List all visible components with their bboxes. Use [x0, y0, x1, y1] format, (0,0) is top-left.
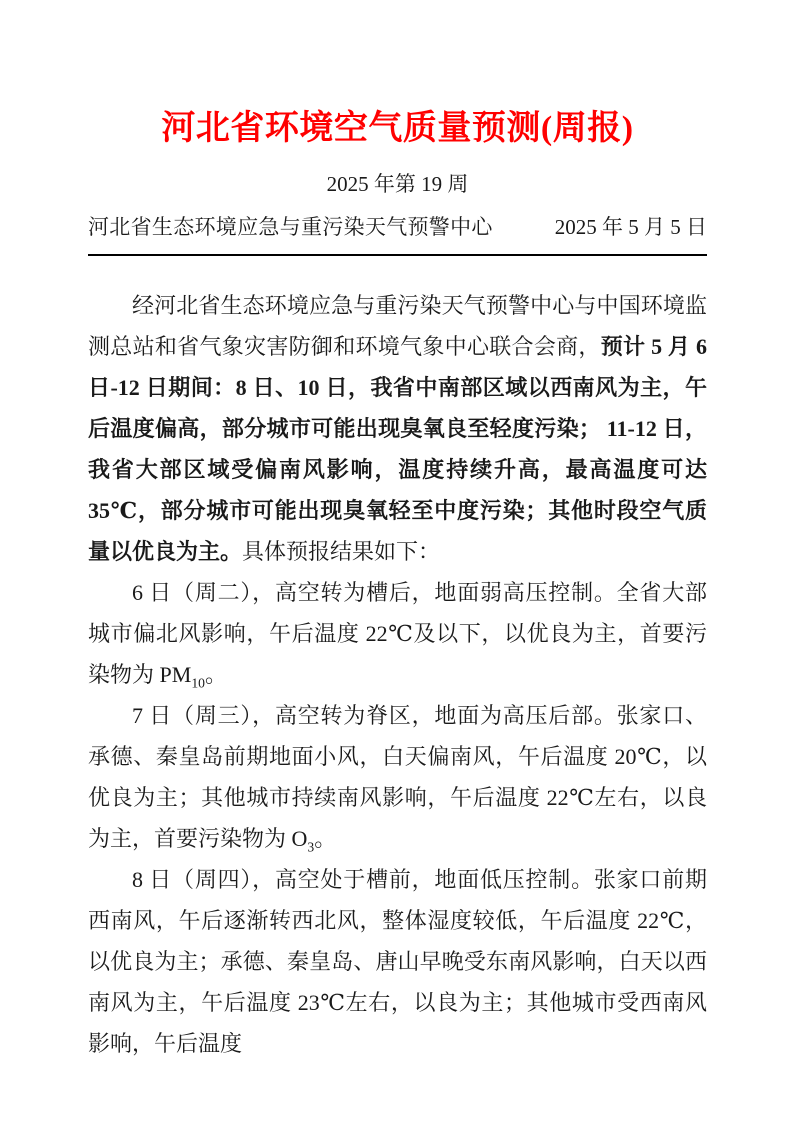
paragraph-forecast-day8	[88, 859, 707, 1064]
text-run: 。	[204, 662, 227, 687]
text-run: 具体预报结果如下：	[242, 539, 441, 564]
text-run: 6 日（周二），高空转为槽后，地面弱高压控制。全省大部城市偏北风影响，午后温度 22℃及以下，以优良为主，首要污染物为 PM	[88, 580, 707, 687]
text-run: 。	[314, 826, 337, 851]
page-title: 河北省环境空气质量预测(周报)	[161, 110, 634, 147]
text-run: 10	[191, 675, 205, 691]
text-run: 经河北省生态环境应急与重污染天气预警中心与中国环境监测总站和省气象灾害防御和环境气象中心联合会商，	[88, 293, 707, 359]
issue-date: 2025 年 5 月 5 日	[554, 215, 707, 239]
page-subtitle: 2025 年第 19 周	[326, 172, 469, 196]
issuer-name: 河北省生态环境应急与重污染天气预警中心	[88, 215, 493, 239]
document-body	[88, 285, 707, 1064]
paragraph-summary	[88, 285, 707, 572]
text-run: 3	[307, 839, 315, 855]
header-divider	[88, 254, 707, 256]
paragraph-forecast-day6	[88, 572, 707, 695]
issuer-line	[88, 212, 707, 242]
text-run: 8 日（周四），高空处于槽前，地面低压控制。张家口前期西南风，午后逐渐转西北风，整体湿度较低，午后温度 22℃，以优良为主；承德、秦皇岛、唐山早晚受东南风影响，白天以西南风为主，午后温度 23℃左右，以良为主；其他城市受西南风影响，午后温度	[88, 867, 707, 1056]
paragraph-forecast-day7	[88, 695, 707, 859]
text-run: 预计 5 月 6 日-12 日期间：8 日、10 日，我省中南部区域以西南风为主，午后温度偏高，部分城市可能出现臭氧良至轻度污染； 11-12 日，我省大部区域受偏南风影响，温度持续升高，最高温度可达 35℃，部分城市可能出现臭氧轻至中度污染；其他时段空气质量以优良为主。	[88, 334, 707, 564]
text-run: 7 日（周三），高空转为脊区，地面为高压后部。张家口、承德、秦皇岛前期地面小风，白天偏南风，午后温度 20℃，以优良为主；其他城市持续南风影响，午后温度 22℃左右，以良为主，首要污染物为 O	[88, 703, 707, 851]
